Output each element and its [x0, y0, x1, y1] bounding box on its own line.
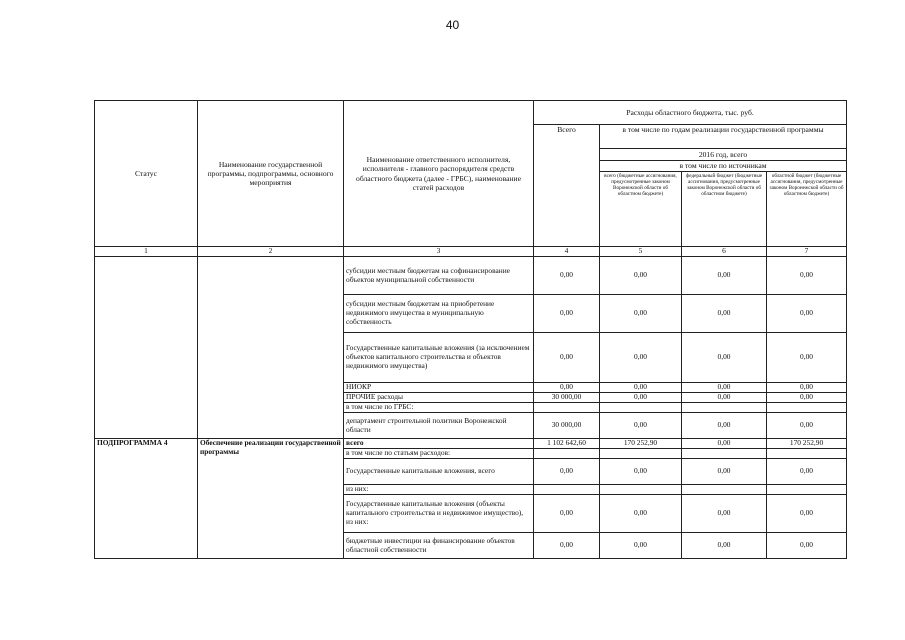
table-row	[95, 257, 847, 295]
value-total: 30 000,00	[534, 413, 600, 439]
value-2016-total: 0,00	[600, 393, 682, 403]
header-year: 2016 год, всего	[600, 149, 847, 161]
value-federal	[682, 403, 767, 413]
expense-item: в том числе по ГРБС:	[344, 403, 534, 413]
table-row	[95, 439, 847, 449]
value-total: 30 000,00	[534, 393, 600, 403]
value-regional: 0,00	[767, 333, 847, 383]
value-2016-total: 0,00	[600, 413, 682, 439]
expense-item: НИОКР	[344, 383, 534, 393]
value-total: 1 102 642,60	[534, 439, 600, 449]
expense-item: департамент строительной политики Воронежской области	[344, 413, 534, 439]
subprogram-name: Обеспечение реализации государственной программы	[198, 439, 344, 559]
header-expenses: Расходы областного бюджета, тыс. руб.	[534, 101, 847, 125]
value-total: 0,00	[534, 495, 600, 533]
header-col6: федеральный бюджет (бюджетные ассигнования, предусмотренные законом Воронежской области об областном бюджете)	[682, 172, 767, 247]
column-number: 1	[95, 247, 198, 257]
expense-item: ПРОЧИЕ расходы	[344, 393, 534, 403]
value-federal: 0,00	[682, 495, 767, 533]
value-total	[534, 485, 600, 495]
value-regional: 0,00	[767, 495, 847, 533]
column-number: 2	[198, 247, 344, 257]
value-federal: 0,00	[682, 533, 767, 559]
value-total	[534, 449, 600, 459]
expense-item: субсидии местным бюджетам на приобретение недвижимого имущества в муниципальную собственность	[344, 295, 534, 333]
value-total: 0,00	[534, 533, 600, 559]
value-2016-total	[600, 449, 682, 459]
header-executor: Наименование ответственного исполнителя, исполнителя - главного распорядителя средств областного бюджета (далее - ГРБС), наименование статей расходов	[344, 101, 534, 247]
expense-item: всего	[344, 439, 534, 449]
budget-table	[94, 100, 847, 559]
column-number: 6	[682, 247, 767, 257]
value-regional	[767, 449, 847, 459]
expense-item: Государственные капитальные вложения, всего	[344, 459, 534, 485]
value-2016-total: 0,00	[600, 383, 682, 393]
value-2016-total	[600, 485, 682, 495]
value-regional: 170 252,90	[767, 439, 847, 449]
value-regional: 0,00	[767, 533, 847, 559]
column-number: 3	[344, 247, 534, 257]
header-by-sources: в том числе по источникам	[600, 161, 847, 172]
value-regional	[767, 485, 847, 495]
value-2016-total: 0,00	[600, 295, 682, 333]
expense-item: Государственные капитальные вложения (объекты капитального строительства и недвижимое имущество), из них:	[344, 495, 534, 533]
header-col7: областной бюджет (бюджетные ассигнования, предусмотренные законом Воронежской области об областном бюджете)	[767, 172, 847, 247]
value-regional: 0,00	[767, 393, 847, 403]
value-regional: 0,00	[767, 459, 847, 485]
subprogram-status: ПОДПРОГРАММА 4	[95, 439, 198, 559]
header-status: Статус	[95, 101, 198, 247]
value-total: 0,00	[534, 333, 600, 383]
value-federal	[682, 449, 767, 459]
header-col5: всего (бюджетные ассигнования, предусмотренные законом Воронежской области об областном бюджете)	[600, 172, 682, 247]
expense-item: субсидии местным бюджетам на софинансирование объектов муниципальной собственности	[344, 257, 534, 295]
value-2016-total: 0,00	[600, 533, 682, 559]
value-federal: 0,00	[682, 439, 767, 449]
expense-item: Государственные капитальные вложения (за исключением объектов капитального строительства и объектов недвижимого имущества)	[344, 333, 534, 383]
value-2016-total: 0,00	[600, 333, 682, 383]
value-federal: 0,00	[682, 295, 767, 333]
column-number: 7	[767, 247, 847, 257]
column-number: 4	[534, 247, 600, 257]
header-by-years: в том числе по годам реализации государственной программы	[600, 125, 847, 149]
value-federal: 0,00	[682, 413, 767, 439]
value-federal	[682, 485, 767, 495]
value-total: 0,00	[534, 295, 600, 333]
value-federal: 0,00	[682, 257, 767, 295]
value-regional: 0,00	[767, 295, 847, 333]
value-2016-total: 170 252,90	[600, 439, 682, 449]
expense-item: бюджетные инвестиции на финансирование объектов областной собственности	[344, 533, 534, 559]
value-federal: 0,00	[682, 459, 767, 485]
value-total: 0,00	[534, 383, 600, 393]
value-federal: 0,00	[682, 383, 767, 393]
value-2016-total	[600, 403, 682, 413]
value-2016-total: 0,00	[600, 459, 682, 485]
expense-item: из них:	[344, 485, 534, 495]
header-program-name: Наименование государственной программы, подпрограммы, основного мероприятия	[198, 101, 344, 247]
name-cell-empty	[198, 257, 344, 439]
header-total: Всего	[534, 125, 600, 247]
value-regional: 0,00	[767, 257, 847, 295]
value-2016-total: 0,00	[600, 495, 682, 533]
value-regional: 0,00	[767, 383, 847, 393]
status-cell-empty	[95, 257, 198, 439]
value-regional: 0,00	[767, 413, 847, 439]
value-total	[534, 403, 600, 413]
value-total: 0,00	[534, 459, 600, 485]
expense-item: в том числе по статьям расходов:	[344, 449, 534, 459]
value-federal: 0,00	[682, 393, 767, 403]
value-total: 0,00	[534, 257, 600, 295]
page-number: 40	[445, 18, 460, 32]
column-number: 5	[600, 247, 682, 257]
value-federal: 0,00	[682, 333, 767, 383]
value-regional	[767, 403, 847, 413]
value-2016-total: 0,00	[600, 257, 682, 295]
